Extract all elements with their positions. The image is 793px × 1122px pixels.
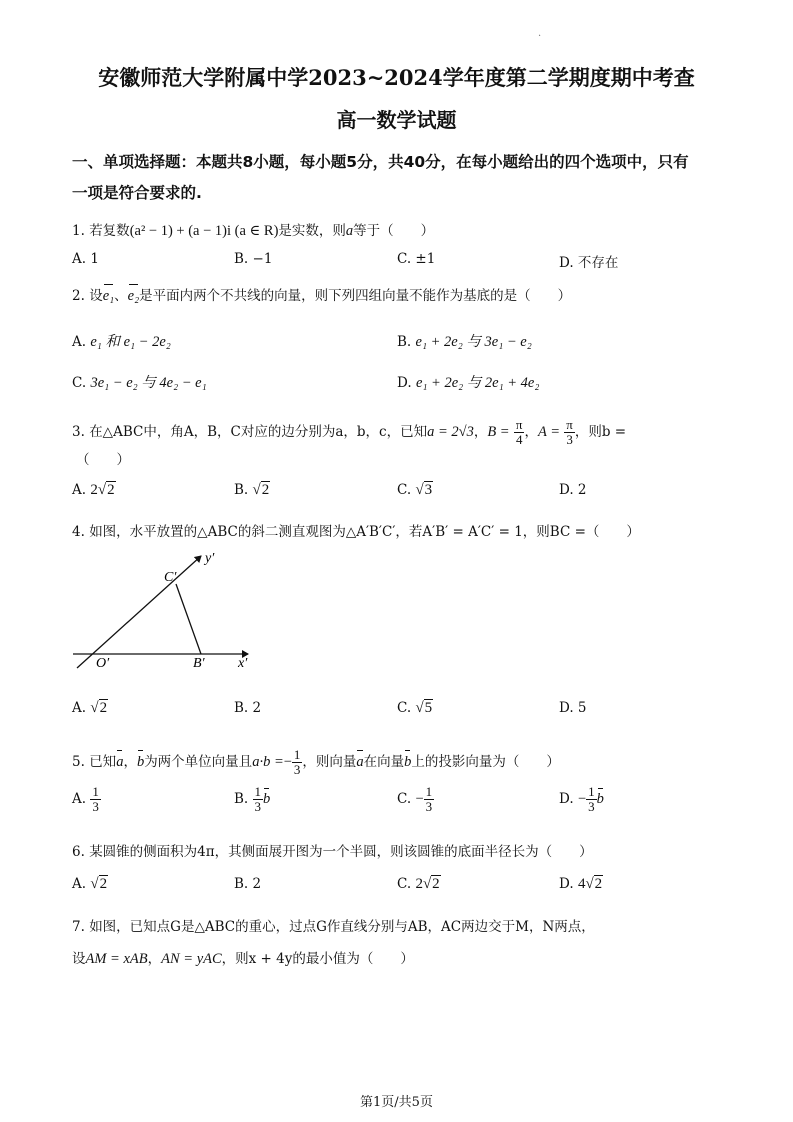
option-c — [397, 700, 433, 717]
fraction-numerator: 1 — [588, 784, 595, 799]
option-label: C. — [397, 791, 412, 807]
radicand: 2 — [261, 482, 270, 498]
minus-sign: − — [577, 791, 587, 807]
option-math: e₁ 和 e₁ − 2e₂ — [90, 334, 171, 350]
question-5 — [72, 748, 560, 777]
question-text: 为两个单位向量且 — [144, 754, 253, 770]
separator: ， — [123, 754, 137, 770]
question-2 — [72, 287, 571, 305]
option-d: D. 2 — [559, 482, 587, 498]
option-label: A. — [72, 791, 87, 807]
option-d: D. 不存在 — [559, 255, 619, 271]
option-d — [397, 371, 539, 392]
question-text: 等于（ ） — [353, 223, 435, 239]
option-label: A. — [72, 876, 87, 892]
question-text: 如图，水平放置的△ABC的斜二测直观图为△A′B′C′，若A′B′ = A′C′ = 1，则BC =（ ） — [89, 524, 640, 540]
option-b: B. 2 — [234, 876, 262, 892]
radicand: 5 — [424, 700, 433, 716]
sqrt-expression: 4√2 — [577, 876, 603, 892]
option-c — [72, 371, 207, 392]
vector-e2: e₂ — [127, 288, 140, 304]
question-text: 若复数 — [89, 223, 130, 239]
fraction-numerator: 1 — [254, 784, 262, 799]
oblique-projection-figure — [70, 548, 260, 678]
question-number: 5. — [72, 754, 85, 770]
option-label: A. — [72, 334, 87, 350]
vector-b: b — [596, 791, 604, 807]
option-b: B. −1 — [234, 251, 273, 267]
fraction — [424, 785, 435, 814]
option-d — [559, 785, 604, 814]
fraction-denominator: 3 — [566, 432, 573, 447]
fraction — [292, 748, 303, 777]
option-b — [234, 482, 270, 499]
fraction-denominator: 4 — [515, 432, 523, 447]
vector-b: b — [136, 754, 145, 770]
vector-equation-am: AM = xAB — [85, 951, 148, 967]
question-text: 是平面内两个不共线的向量，则下列四组向量不能作为基底的是（ ） — [139, 288, 572, 304]
sqrt-expression: 2√2 — [90, 482, 115, 498]
point-o-label: O′ — [96, 656, 110, 671]
option-label: C. — [397, 876, 412, 892]
coefficient: 4 — [577, 876, 586, 892]
coefficient: 2 — [90, 482, 98, 498]
scan-dot: . — [538, 28, 542, 39]
y-axis-label: y′ — [205, 551, 215, 566]
question-6 — [72, 843, 593, 861]
given-b: B = — [487, 424, 510, 440]
radicand: 2 — [107, 482, 115, 498]
question-text: ，则向量 — [302, 754, 357, 770]
option-label: A. — [72, 482, 87, 498]
option-label: D. — [397, 375, 412, 391]
option-d: D. 5 — [559, 700, 587, 716]
vector-a: a — [116, 754, 124, 770]
page-subtitle: 高一数学试题 — [336, 108, 457, 132]
option-a — [72, 700, 108, 717]
option-label: B. — [234, 482, 249, 498]
math-variable: a — [345, 223, 354, 239]
given-a: a = 2√3 — [427, 424, 474, 440]
radicand: 2 — [99, 876, 108, 892]
coefficient: 2 — [415, 876, 423, 892]
option-d — [559, 876, 603, 893]
separator: ， — [147, 951, 162, 967]
question-number: 3. — [72, 424, 85, 440]
question-text: ，则x + 4y的最小值为（ ） — [221, 951, 414, 967]
fraction-numerator: π — [515, 417, 523, 432]
fraction-denominator: 3 — [588, 799, 595, 814]
vector-a: a — [356, 754, 364, 770]
radicand: 2 — [432, 876, 440, 892]
sqrt-expression: √5 — [415, 700, 433, 716]
radicand: 2 — [99, 700, 108, 716]
sqrt-expression: √2 — [90, 700, 108, 716]
section-heading-line1: 一、单项选择题：本题共8小题，每小题5分，共40分，在每小题给出的四个选项中，只有 — [72, 153, 689, 171]
section-heading-line2: 一项是符合要求的. — [72, 184, 202, 202]
math-expression: (a² − 1) + (a − 1)i (a ∈ R) — [129, 223, 279, 239]
option-math: e₁ + 2e₂ 与 3e₁ − e₂ — [415, 334, 532, 350]
fraction-denominator: 3 — [425, 799, 433, 814]
point-c-label: C′ — [164, 570, 177, 585]
minus-sign: − — [283, 754, 292, 770]
fraction-numerator: 1 — [92, 784, 99, 799]
option-label: C. — [397, 482, 412, 498]
option-b — [397, 330, 532, 351]
option-c — [397, 482, 433, 499]
question-7-line2 — [72, 950, 414, 968]
question-text: 某圆锥的侧面积为4π，其侧面展开图为一个半圆，则该圆锥的底面半径长为（ ） — [89, 844, 593, 860]
option-a — [72, 785, 101, 814]
question-text: 如图，已知点G是△ABC的重心，过点G作直线分别与AB，AC两边交于M，N两点， — [89, 919, 595, 935]
option-a — [72, 330, 171, 351]
option-c — [397, 876, 441, 893]
question-number: 4. — [72, 524, 85, 540]
vector-equation-an: AN = yAC — [161, 951, 222, 967]
fraction-denominator: 3 — [92, 799, 99, 814]
answer-paren: （ ） — [76, 452, 130, 468]
x-axis-label: x′ — [238, 656, 248, 671]
option-c: C. ±1 — [397, 251, 436, 267]
separator: 、 — [114, 288, 128, 304]
fraction-numerator: 1 — [293, 747, 301, 762]
question-text: ，则b = — [574, 424, 627, 440]
question-1 — [72, 222, 434, 240]
fraction — [514, 418, 525, 447]
fraction — [586, 785, 597, 814]
question-number: 2. — [72, 288, 85, 304]
page-title: 安徽师范大学附属中学2023~2024学年度第二学期度期中考查 — [98, 65, 695, 90]
option-label: B. — [234, 791, 249, 807]
option-label: A. — [72, 700, 87, 716]
given-angle-a: A = — [537, 424, 560, 440]
option-a: A. 1 — [72, 251, 99, 267]
option-c — [397, 785, 434, 814]
question-number: 6. — [72, 844, 85, 860]
sqrt-expression: √2 — [252, 482, 270, 498]
question-text: 在△ABC中，角A，B，C对应的边分别为a，b，c，已知 — [89, 424, 428, 440]
question-text: 设 — [89, 288, 103, 304]
option-math: 3e₁ − e₂ 与 4e₂ − e₁ — [90, 375, 207, 391]
sqrt-expression: √2 — [90, 876, 108, 892]
vector-b: b — [404, 754, 412, 770]
option-b — [234, 785, 270, 814]
segment-c-b — [176, 584, 201, 654]
y-axis — [77, 556, 201, 668]
radicand: 3 — [424, 482, 433, 498]
fraction-numerator: π — [566, 417, 573, 432]
point-b-label: B′ — [193, 656, 205, 671]
option-label: B. — [397, 334, 412, 350]
question-number: 7. — [72, 919, 85, 935]
question-number: 1. — [72, 223, 85, 239]
question-text: 已知 — [89, 754, 117, 770]
fraction — [90, 785, 101, 814]
option-b: B. 2 — [234, 700, 262, 716]
radicand: 2 — [594, 876, 603, 892]
fraction-numerator: 1 — [425, 784, 433, 799]
option-math: e₁ + 2e₂ 与 2e₁ + 4e₂ — [415, 375, 540, 391]
fraction — [253, 785, 264, 814]
page-footer: 第1页/共5页 — [360, 1095, 433, 1110]
question-7 — [72, 918, 595, 936]
question-text: 是实数，则 — [278, 223, 346, 239]
vector-b: b — [263, 791, 271, 807]
option-label: C. — [72, 375, 87, 391]
minus-sign: − — [415, 791, 424, 807]
fraction-denominator: 3 — [293, 762, 301, 777]
sqrt-expression: 2√2 — [415, 876, 440, 892]
sqrt-expression: √3 — [415, 482, 433, 498]
fraction-denominator: 3 — [254, 799, 262, 814]
question-text: 上的投影向量为（ ） — [411, 754, 560, 770]
option-label: C. — [397, 700, 412, 716]
question-text: 在向量 — [363, 754, 405, 770]
option-label: D. — [559, 876, 574, 892]
vector-e1: e₁ — [102, 288, 115, 304]
question-3: 3. 在△ABC中，角A，B，C对应的边分别为a，b，c，已知a = 2√3，B = $\frac{\pi}{4}$ ，A = $\frac{\pi}{3}$ ，则b = — [72, 417, 627, 447]
option-label: D. — [559, 791, 574, 807]
fraction — [564, 418, 575, 447]
option-a — [72, 482, 116, 499]
question-text: 设 — [72, 951, 86, 967]
dot-product: a·b = — [252, 754, 284, 770]
option-a — [72, 876, 108, 893]
question-4 — [72, 523, 640, 541]
